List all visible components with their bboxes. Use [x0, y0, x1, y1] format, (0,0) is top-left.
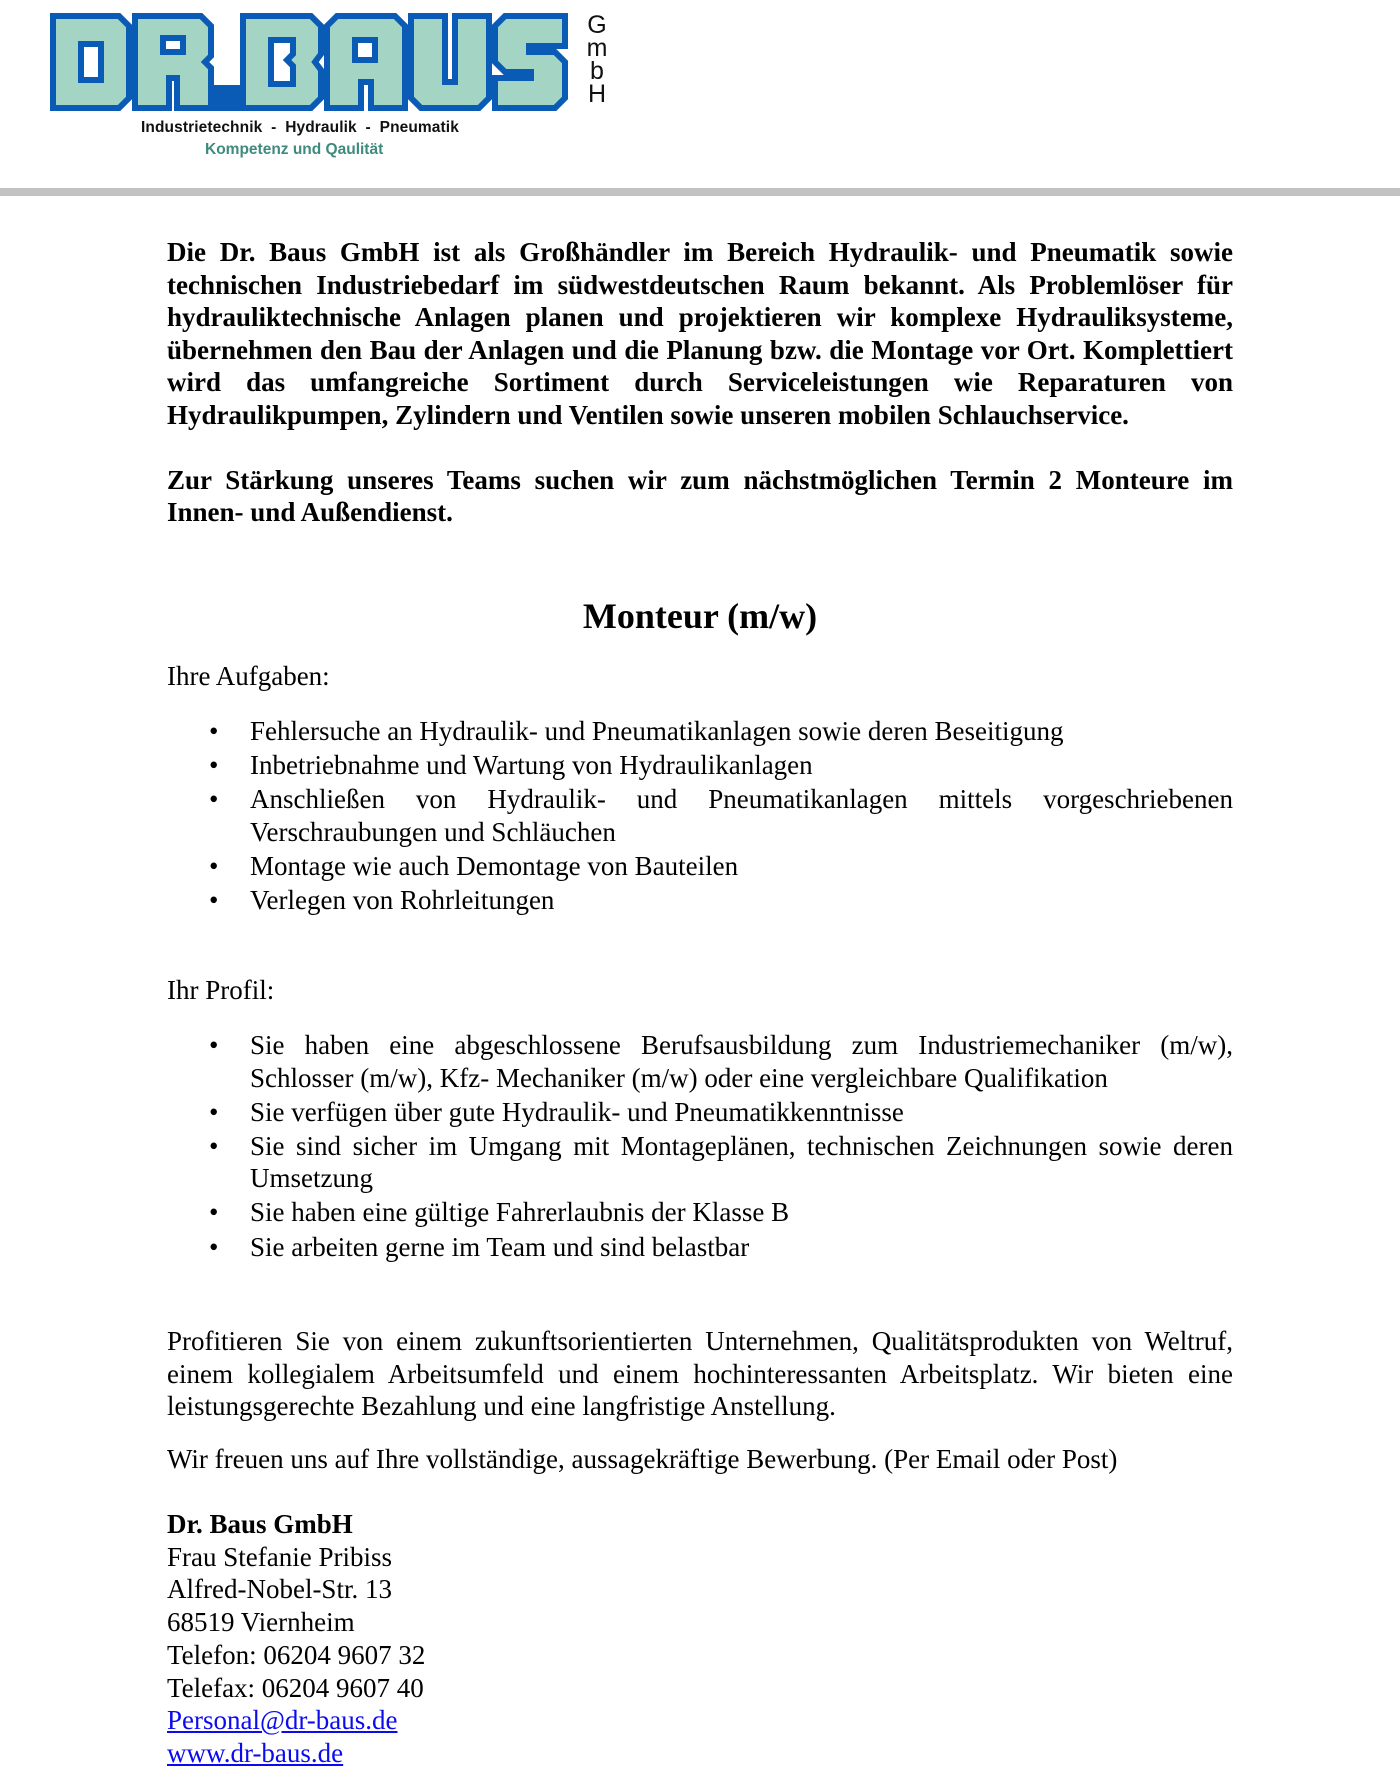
bullet-icon: • [209, 850, 219, 881]
logo-gmbh-suffix [580, 11, 614, 112]
website-link[interactable]: www.dr-baus.de [167, 1737, 344, 1768]
list-item: • Inbetriebnahme und Wartung von Hydraulikanlagen [209, 750, 813, 781]
logo-dot [217, 88, 237, 108]
contact-fax: Telefax: 06204 9607 40 [167, 1672, 424, 1703]
bullet-icon: • [209, 750, 219, 781]
list-item: • Montage wie auch Demontage von Bauteilen [209, 850, 739, 881]
bullet-icon: • [209, 1030, 219, 1060]
team-paragraph: Zur Stärkung unseres Teams suchen wir zum nächstmöglichen Termin 2 Monteure im Innen- und Außendienst. [167, 464, 1233, 528]
logo-letter-r [135, 16, 211, 108]
bullet-icon: • [209, 1197, 219, 1228]
letterhead [0, 0, 1400, 200]
company-slogan: Kompetenz und Qaulität [205, 141, 384, 158]
logo-letter-u [411, 16, 489, 108]
gmbh-letter: m [586, 34, 608, 62]
dr-baus-logo [49, 12, 569, 112]
contact-person: Frau Stefanie Pribiss [167, 1541, 392, 1572]
closing-paragraph: Profitieren Sie von einem zukunftsorientierten Unternehmen, Qualitätsprodukten von Weltruf, einem kollegialem Arbeitsumfeld und einem hochinteressanten Arbeitsplatz. Wir bieten eine leistungsgerechte Bezahlung und eine langfristige Anstellung. [167, 1326, 1233, 1422]
list-item: • Sie verfügen über gute Hydraulik- und Pneumatikkenntnisse [209, 1096, 904, 1127]
contact-block [167, 1508, 1233, 1770]
contact-company: Dr. Baus GmbH [167, 1509, 353, 1539]
list-item: • Verlegen von Rohrleitungen [209, 884, 555, 915]
gmbh-letter: b [590, 57, 604, 85]
profile-list [167, 1029, 1233, 1265]
job-posting [167, 236, 1233, 1768]
profile-label: Ihr Profil: [167, 975, 275, 1005]
gmbh-letter: G [587, 11, 607, 39]
tasks-label: Ihre Aufgaben: [167, 661, 330, 691]
bullet-icon: • [209, 716, 219, 746]
bullet-icon: • [209, 784, 219, 815]
list-item: • Fehlersuche an Hydraulik- und Pneumatikanlagen sowie deren Beseitigung [209, 716, 1064, 746]
list-item: • Sie sind sicher im Umgang mit Montageplänen, technischen Zeichnungen sowie deren Umsetzung [209, 1130, 1233, 1194]
list-item: • Sie haben eine gültige Fahrerlaubnis der Klasse B [209, 1197, 790, 1228]
company-tagline: Industrietechnik - Hydraulik - Pneumatik [141, 119, 459, 136]
gmbh-letter: H [587, 80, 607, 108]
contact-city: 68519 Viernheim [167, 1607, 355, 1638]
bullet-icon: • [209, 1231, 219, 1262]
bullet-icon: • [209, 1096, 219, 1127]
bullet-icon: • [209, 884, 219, 915]
logo-letter-s [495, 16, 565, 108]
contact-phone: Telefon: 06204 9607 32 [167, 1639, 426, 1670]
list-item: • Anschließen von Hydraulik- und Pneumatikanlagen mittels vorgeschriebenen Verschraubungen und Schläuchen [209, 784, 1233, 847]
header-separator [0, 188, 1400, 196]
bullet-icon: • [209, 1130, 219, 1161]
email-link[interactable]: Personal@dr-baus.de [167, 1705, 398, 1736]
list-item: • Sie arbeiten gerne im Team und sind belastbar [209, 1231, 750, 1262]
company-intro: Die Dr. Baus GmbH ist als Großhändler im Bereich Hydraulik- und Pneumatik sowie technischen Industriebedarf im südwestdeutschen Raum bekannt. Als Problemlöser für hydrauliktechnische Anlagen planen und projektieren wir komplexe Hydrauliksysteme, übernehmen den Bau der Anlagen und die Planung bzw. die Montage vor Ort. Komplettiert wird das umfangreiche Sortiment durch Serviceleistungen wie Reparaturen von Hydraulikpumpen, Zylindern und Ventilen sowie unseren mobilen Schlauchservice. [167, 237, 1233, 430]
contact-street: Alfred-Nobel-Str. 13 [167, 1574, 392, 1605]
job-title: Monteur (m/w) [582, 596, 818, 636]
application-request: Wir freuen uns auf Ihre vollständige, aussagekräftige Bewerbung. (Per Email oder Post) [167, 1444, 1118, 1474]
tasks-list [167, 715, 1233, 918]
list-item: • Sie haben eine abgeschlossene Berufsausbildung zum Industriemechaniker (m/w), Schlosser (m/w), Kfz- Mechaniker (m/w) oder eine vergleichbare Qualifikation [209, 1030, 1233, 1093]
